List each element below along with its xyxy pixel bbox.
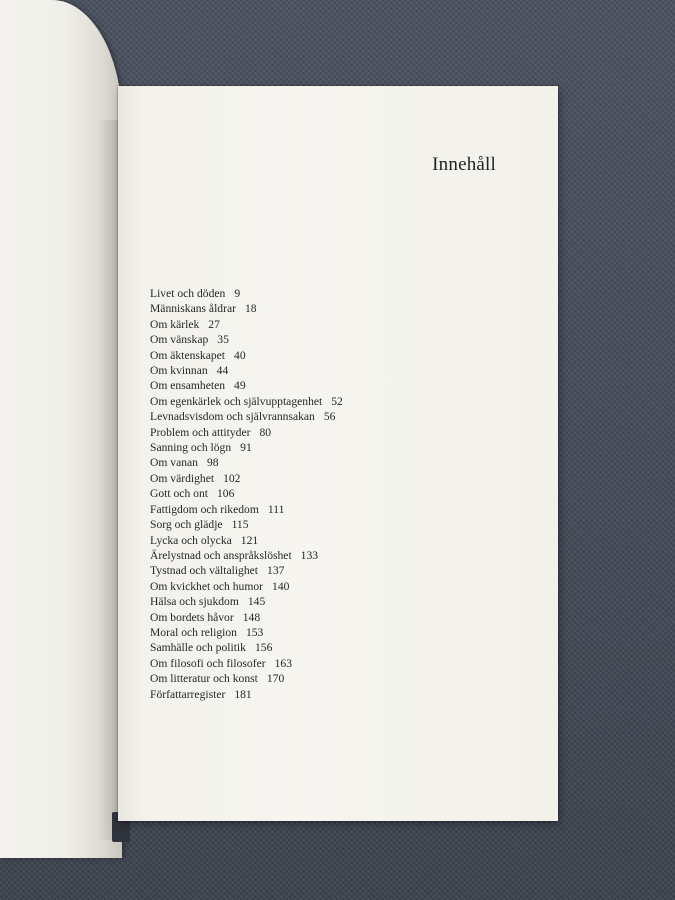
toc-entry-page-number: 181: [234, 687, 252, 701]
toc-entry: [150, 378, 343, 393]
toc-entry-title: Om ensamheten: [150, 379, 226, 393]
toc-entry-page-number: 35: [217, 333, 229, 347]
toc-entry: [150, 317, 343, 332]
toc-entry: [150, 471, 343, 486]
toc-entry: [150, 548, 343, 563]
toc-entry: [150, 425, 343, 440]
toc-entry-page-number: 27: [208, 317, 220, 331]
toc-entry: [150, 394, 343, 409]
toc-entry: [150, 625, 343, 640]
toc-entry-title: Om vänskap: [150, 333, 209, 347]
toc-entry: [150, 610, 343, 625]
toc-entry: [150, 486, 343, 501]
toc-entry-title: Om vanan: [150, 456, 198, 470]
toc-entry-page-number: 91: [240, 441, 252, 455]
toc-entry-page-number: 148: [242, 610, 261, 624]
toc-entry: [150, 440, 343, 455]
toc-entry: [150, 594, 343, 609]
toc-entry-title: Fattigdom och rikedom: [150, 502, 259, 516]
toc-entry-title: Livet och döden: [150, 287, 226, 300]
toc-entry-page-number: 145: [247, 595, 266, 609]
toc-entry-page-number: 153: [245, 625, 264, 639]
toc-entry-title: Lycka och olycka: [150, 533, 232, 547]
toc-entry: [150, 409, 343, 424]
toc-entry-title: Levnadsvisdom och självrannsakan: [150, 410, 315, 424]
toc-entry-title: Om kärlek: [150, 317, 200, 331]
toc-entry-title: Om filosofi och filosofer: [150, 656, 266, 670]
toc-entry-page-number: 121: [240, 533, 259, 547]
toc-entry-page-number: 98: [206, 456, 219, 470]
toc-entry-page-number: 18: [244, 302, 257, 316]
toc-entry-title: Om kvinnan: [150, 364, 208, 378]
toc-entry: [150, 579, 343, 594]
toc-entry-page-number: 115: [231, 518, 249, 532]
toc-entry-page-number: 133: [300, 548, 319, 562]
toc-entry: [150, 286, 343, 301]
toc-entry-page-number: 140: [272, 579, 290, 593]
toc-entry-title: Om litteratur och konst: [150, 672, 258, 686]
toc-entry: [150, 363, 343, 378]
toc-entry-page-number: 9: [234, 287, 241, 300]
toc-entry-page-number: 52: [331, 394, 343, 408]
toc-entry-title: Moral och religion: [150, 625, 237, 639]
toc-entry-title: Om kvickhet och humor: [150, 579, 264, 593]
toc-entry-page-number: 163: [274, 656, 292, 670]
toc-entry: [150, 640, 343, 655]
toc-entry-title: Om egenkärlek och självupptagenhet: [150, 394, 323, 408]
toc-entry: [150, 563, 343, 578]
toc-entry: [150, 533, 343, 548]
toc-entry: [150, 656, 343, 671]
toc-entry: [150, 455, 343, 470]
toc-entry-title: Problem och attityder: [150, 425, 251, 439]
table-of-contents: [150, 286, 343, 702]
toc-entry-title: Sorg och glädje: [150, 518, 223, 532]
toc-entry-page-number: 56: [323, 410, 336, 424]
right-book-page: [118, 86, 558, 821]
toc-entry-title: Människans åldrar: [150, 302, 236, 316]
toc-entry-page-number: 156: [254, 641, 273, 655]
toc-entry-title: Ärelystnad och anspråkslöshet: [150, 548, 292, 562]
toc-entry-page-number: 49: [234, 379, 246, 393]
toc-entry-title: Om värdighet: [150, 471, 215, 485]
toc-entry: [150, 348, 343, 363]
toc-entry: [150, 332, 343, 347]
toc-entry: [150, 517, 343, 532]
toc-entry: [150, 671, 343, 686]
toc-entry-page-number: 170: [266, 672, 285, 686]
toc-entry: [150, 502, 343, 517]
toc-entry-page-number: 40: [234, 348, 246, 362]
toc-entry-page-number: 80: [259, 425, 272, 439]
toc-entry-title: Om äktenskapet: [150, 348, 226, 362]
toc-entry-title: Författarregister: [150, 687, 226, 701]
toc-entry-page-number: 102: [223, 471, 241, 485]
toc-entry-page-number: 106: [216, 487, 235, 501]
toc-entry-title: Samhälle och politik: [150, 641, 246, 655]
page-title: Innehåll: [432, 154, 496, 175]
toc-entry-page-number: 44: [216, 364, 229, 378]
toc-entry: [150, 301, 343, 316]
toc-entry-title: Gott och ont: [150, 487, 208, 501]
toc-entry-page-number: 137: [267, 564, 285, 578]
toc-entry-page-number: 111: [267, 502, 285, 516]
toc-entry: [150, 687, 343, 702]
toc-entry-title: Hälsa och sjukdom: [150, 595, 239, 609]
toc-entry-title: Sanning och lögn: [150, 441, 232, 455]
toc-entry-title: Om bordets håvor: [150, 610, 234, 624]
toc-entry-title: Tystnad och vältalighet: [150, 564, 259, 578]
